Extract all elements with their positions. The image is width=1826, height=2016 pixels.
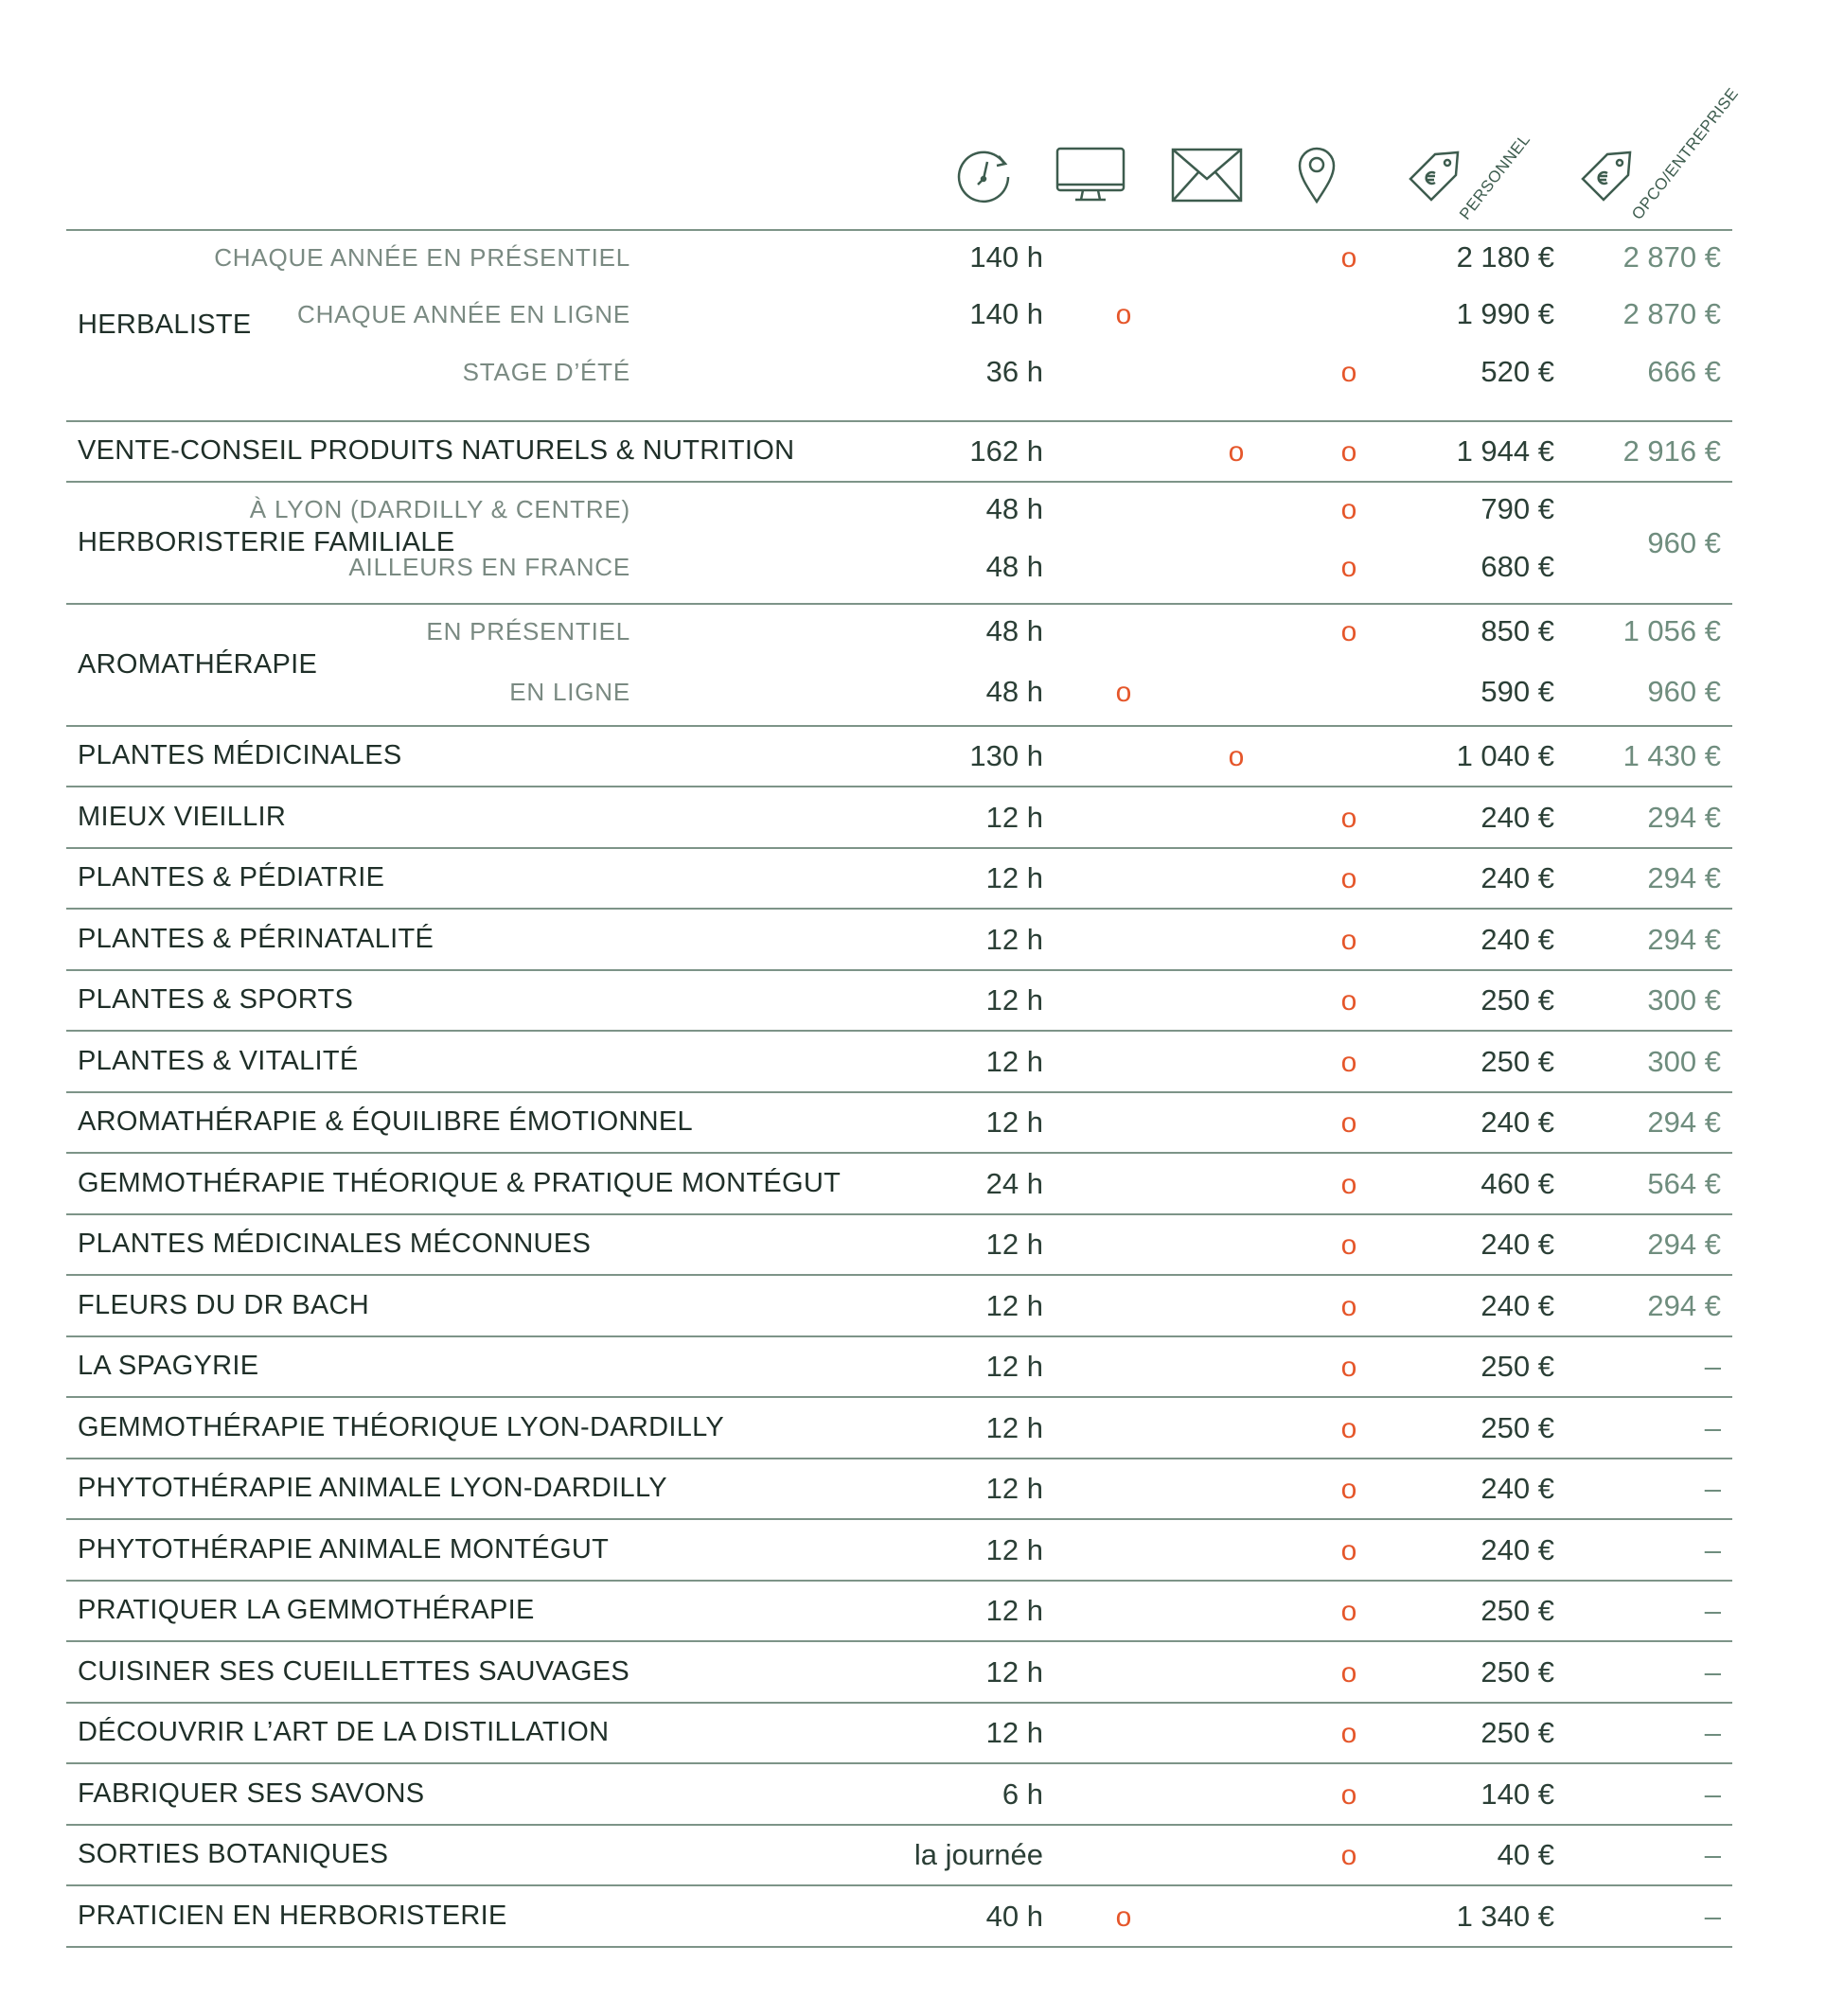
personal-price: 240 € xyxy=(1480,1533,1554,1566)
table-row xyxy=(66,1642,1732,1704)
personal-price: 240 € xyxy=(1480,861,1554,894)
online-mark: o xyxy=(1115,677,1132,708)
duration-value: 12 h xyxy=(985,1594,1043,1627)
course-title: PLANTES MÉDICINALES MÉCONNUES xyxy=(78,1229,592,1259)
onsite-mark: o xyxy=(1340,1169,1357,1200)
company-price: 2 870 € xyxy=(1622,297,1721,330)
company-price: 1 056 € xyxy=(1622,614,1721,647)
personal-price: 1 944 € xyxy=(1456,434,1554,468)
course-variant-label: AILLEURS EN FRANCE xyxy=(348,553,630,581)
table-row xyxy=(66,1582,1732,1642)
table-row xyxy=(66,1337,1732,1398)
company-price: – xyxy=(1704,1350,1721,1383)
onsite-mark: o xyxy=(1340,1718,1357,1749)
personal-price: 2 180 € xyxy=(1456,240,1554,274)
personal-price-label: PERSONNEL xyxy=(1456,130,1534,223)
personal-price: 680 € xyxy=(1480,550,1554,583)
personal-price: 1 340 € xyxy=(1456,1900,1554,1933)
table-row xyxy=(66,483,1732,605)
onsite-mark: o xyxy=(1340,1352,1357,1383)
table-row xyxy=(66,1886,1732,1948)
onsite-mark: o xyxy=(1340,863,1357,894)
course-variant-label: STAGE D’ÉTÉ xyxy=(462,358,630,386)
company-price: 294 € xyxy=(1647,1228,1721,1261)
duration-value: 6 h xyxy=(1002,1777,1043,1811)
onsite-mark: o xyxy=(1340,1107,1357,1139)
onsite-mark: o xyxy=(1340,1047,1357,1078)
course-title: VENTE-CONSEIL PRODUITS NATURELS & NUTRITION xyxy=(78,435,795,466)
personal-price: 250 € xyxy=(1480,1594,1554,1627)
duration-value: 12 h xyxy=(985,1716,1043,1749)
course-title: PLANTES & VITALITÉ xyxy=(78,1046,359,1076)
online-mark: o xyxy=(1115,1901,1132,1933)
company-price: 294 € xyxy=(1647,801,1721,834)
course-variant-label: EN LIGNE xyxy=(509,678,630,706)
course-title: PLANTES & PÉRINATALITÉ xyxy=(78,924,434,954)
table-row xyxy=(66,1215,1732,1276)
onsite-mark: o xyxy=(1340,1291,1357,1322)
course-title: HERBALISTE xyxy=(78,309,252,340)
personal-price: 250 € xyxy=(1480,1411,1554,1444)
duration-value: 36 h xyxy=(985,355,1043,388)
table-row xyxy=(66,787,1732,849)
company-price: 294 € xyxy=(1647,861,1721,894)
personal-price: 250 € xyxy=(1480,1045,1554,1078)
duration-value: 162 h xyxy=(969,434,1043,468)
onsite-mark: o xyxy=(1340,616,1357,647)
duration-value: 12 h xyxy=(985,1472,1043,1505)
personal-price: 460 € xyxy=(1480,1167,1554,1200)
course-title: PHYTOTHÉRAPIE ANIMALE MONTÉGUT xyxy=(78,1534,610,1565)
duration-value: 12 h xyxy=(985,923,1043,956)
course-title: FLEURS DU DR BACH xyxy=(78,1290,370,1320)
personal-price: 240 € xyxy=(1480,923,1554,956)
duration-value: la journée xyxy=(913,1838,1043,1871)
course-title: PHYTOTHÉRAPIE ANIMALE LYON-DARDILLY xyxy=(78,1473,667,1503)
company-price: 1 430 € xyxy=(1622,739,1721,772)
duration-value: 12 h xyxy=(985,801,1043,834)
table-row xyxy=(66,971,1732,1032)
course-title: PRATICIEN EN HERBORISTERIE xyxy=(78,1901,507,1931)
course-variant-label: À LYON (DARDILLY & CENTRE) xyxy=(249,495,630,523)
course-variant-label: EN PRÉSENTIEL xyxy=(426,617,630,645)
table-row xyxy=(66,849,1732,910)
table-row xyxy=(66,1398,1732,1459)
company-price: – xyxy=(1704,1533,1721,1566)
table-row xyxy=(66,727,1732,787)
table-row xyxy=(66,1520,1732,1582)
company-price: 2 916 € xyxy=(1622,434,1721,468)
duration-value: 12 h xyxy=(985,1045,1043,1078)
onsite-mark: o xyxy=(1340,1474,1357,1505)
duration-value: 12 h xyxy=(985,1289,1043,1322)
course-title: PRATIQUER LA GEMMOTHÉRAPIE xyxy=(78,1595,535,1625)
course-title: FABRIQUER SES SAVONS xyxy=(78,1778,425,1809)
duration-value: 48 h xyxy=(985,675,1043,708)
table-row xyxy=(66,1276,1732,1337)
personal-price: 40 € xyxy=(1497,1838,1554,1871)
course-title: PLANTES & SPORTS xyxy=(78,984,354,1015)
course-title: AROMATHÉRAPIE & ÉQUILIBRE ÉMOTIONNEL xyxy=(78,1106,693,1137)
course-title: GEMMOTHÉRAPIE THÉORIQUE LYON-DARDILLY xyxy=(78,1412,725,1442)
onsite-mark: o xyxy=(1340,242,1357,274)
table-row xyxy=(66,1704,1732,1764)
onsite-mark: o xyxy=(1340,1840,1357,1871)
onsite-mark: o xyxy=(1340,1657,1357,1689)
personal-price: 250 € xyxy=(1480,1350,1554,1383)
onsite-mark: o xyxy=(1340,985,1357,1017)
duration-clock-icon xyxy=(949,137,1021,213)
personal-price: 140 € xyxy=(1480,1777,1554,1811)
course-variant-label: CHAQUE ANNÉE EN PRÉSENTIEL xyxy=(214,243,630,272)
company-price: 960 € xyxy=(1647,526,1721,559)
table-row xyxy=(66,910,1732,971)
onsite-mark: o xyxy=(1340,552,1357,583)
company-price: 300 € xyxy=(1647,1045,1721,1078)
personal-price: 240 € xyxy=(1480,1289,1554,1322)
table-row xyxy=(66,1032,1732,1093)
company-price-label: OPCO/ENTREPRISE xyxy=(1628,84,1743,223)
onsite-mark: o xyxy=(1340,1229,1357,1261)
table-row xyxy=(66,1093,1732,1154)
onsite-location-pin-icon xyxy=(1290,137,1343,213)
course-title: SORTIES BOTANIQUES xyxy=(78,1839,389,1869)
onsite-mark: o xyxy=(1340,1535,1357,1566)
company-price: 666 € xyxy=(1647,355,1721,388)
course-title: MIEUX VIEILLIR xyxy=(78,802,287,832)
personal-price-tag-icon xyxy=(1407,137,1463,213)
company-price: 294 € xyxy=(1647,1105,1721,1139)
correspondence-envelope-icon xyxy=(1169,137,1245,213)
table-row xyxy=(66,1764,1732,1826)
personal-price: 520 € xyxy=(1480,355,1554,388)
duration-value: 12 h xyxy=(985,1533,1043,1566)
table-row xyxy=(66,605,1732,727)
duration-value: 48 h xyxy=(985,550,1043,583)
personal-price: 590 € xyxy=(1480,675,1554,708)
personal-price: 250 € xyxy=(1480,1655,1554,1689)
duration-value: 140 h xyxy=(969,240,1043,274)
course-title: PLANTES & PÉDIATRIE xyxy=(78,862,385,893)
personal-price: 240 € xyxy=(1480,1105,1554,1139)
company-price: – xyxy=(1704,1594,1721,1627)
personal-price: 240 € xyxy=(1480,1472,1554,1505)
company-price: – xyxy=(1704,1900,1721,1933)
correspondence-mark: o xyxy=(1228,436,1245,468)
duration-value: 140 h xyxy=(969,297,1043,330)
duration-value: 12 h xyxy=(985,1411,1043,1444)
personal-price: 240 € xyxy=(1480,1228,1554,1261)
duration-value: 12 h xyxy=(985,1228,1043,1261)
table-row xyxy=(66,1154,1732,1215)
company-price: – xyxy=(1704,1838,1721,1871)
company-price: 960 € xyxy=(1647,675,1721,708)
course-title: AROMATHÉRAPIE xyxy=(78,649,318,680)
personal-price: 250 € xyxy=(1480,983,1554,1017)
course-variant-label: CHAQUE ANNÉE EN LIGNE xyxy=(297,300,630,328)
course-title: GEMMOTHÉRAPIE THÉORIQUE & PRATIQUE MONTÉGUT xyxy=(78,1168,842,1198)
personal-price: 1 990 € xyxy=(1456,297,1554,330)
company-price: – xyxy=(1704,1411,1721,1444)
course-title: HERBORISTERIE FAMILIALE xyxy=(78,527,455,557)
table-row xyxy=(66,1826,1732,1886)
company-price: 564 € xyxy=(1647,1167,1721,1200)
duration-value: 12 h xyxy=(985,861,1043,894)
duration-value: 24 h xyxy=(985,1167,1043,1200)
table-row xyxy=(66,422,1732,483)
company-price: 300 € xyxy=(1647,983,1721,1017)
company-price: – xyxy=(1704,1716,1721,1749)
company-price: 294 € xyxy=(1647,923,1721,956)
company-price: – xyxy=(1704,1472,1721,1505)
duration-value: 48 h xyxy=(985,492,1043,525)
online-mark: o xyxy=(1115,299,1132,330)
onsite-mark: o xyxy=(1340,1779,1357,1811)
duration-value: 12 h xyxy=(985,983,1043,1017)
company-price: – xyxy=(1704,1777,1721,1811)
onsite-mark: o xyxy=(1340,1596,1357,1627)
price-table xyxy=(66,229,1732,1948)
correspondence-mark: o xyxy=(1228,741,1245,772)
online-computer-icon xyxy=(1053,137,1128,213)
duration-value: 48 h xyxy=(985,614,1043,647)
company-price: 294 € xyxy=(1647,1289,1721,1322)
personal-price: 1 040 € xyxy=(1456,739,1554,772)
personal-price: 790 € xyxy=(1480,492,1554,525)
table-row xyxy=(66,1459,1732,1520)
onsite-mark: o xyxy=(1340,925,1357,956)
duration-value: 40 h xyxy=(985,1900,1043,1933)
duration-value: 12 h xyxy=(985,1350,1043,1383)
duration-value: 12 h xyxy=(985,1655,1043,1689)
personal-price: 240 € xyxy=(1480,801,1554,834)
course-title: PLANTES MÉDICINALES xyxy=(78,740,402,770)
onsite-mark: o xyxy=(1340,494,1357,525)
onsite-mark: o xyxy=(1340,803,1357,834)
duration-value: 12 h xyxy=(985,1105,1043,1139)
company-price: – xyxy=(1704,1655,1721,1689)
table-row xyxy=(66,231,1732,422)
course-title: LA SPAGYRIE xyxy=(78,1351,259,1381)
company-price: 2 870 € xyxy=(1622,240,1721,274)
onsite-mark: o xyxy=(1340,1413,1357,1444)
company-price-tag-icon xyxy=(1579,137,1636,213)
onsite-mark: o xyxy=(1340,436,1357,468)
onsite-mark: o xyxy=(1340,357,1357,388)
duration-value: 130 h xyxy=(969,739,1043,772)
course-title: CUISINER SES CUEILLETTES SAUVAGES xyxy=(78,1656,630,1687)
course-title: DÉCOUVRIR L’ART DE LA DISTILLATION xyxy=(78,1717,610,1747)
personal-price: 250 € xyxy=(1480,1716,1554,1749)
personal-price: 850 € xyxy=(1480,614,1554,647)
